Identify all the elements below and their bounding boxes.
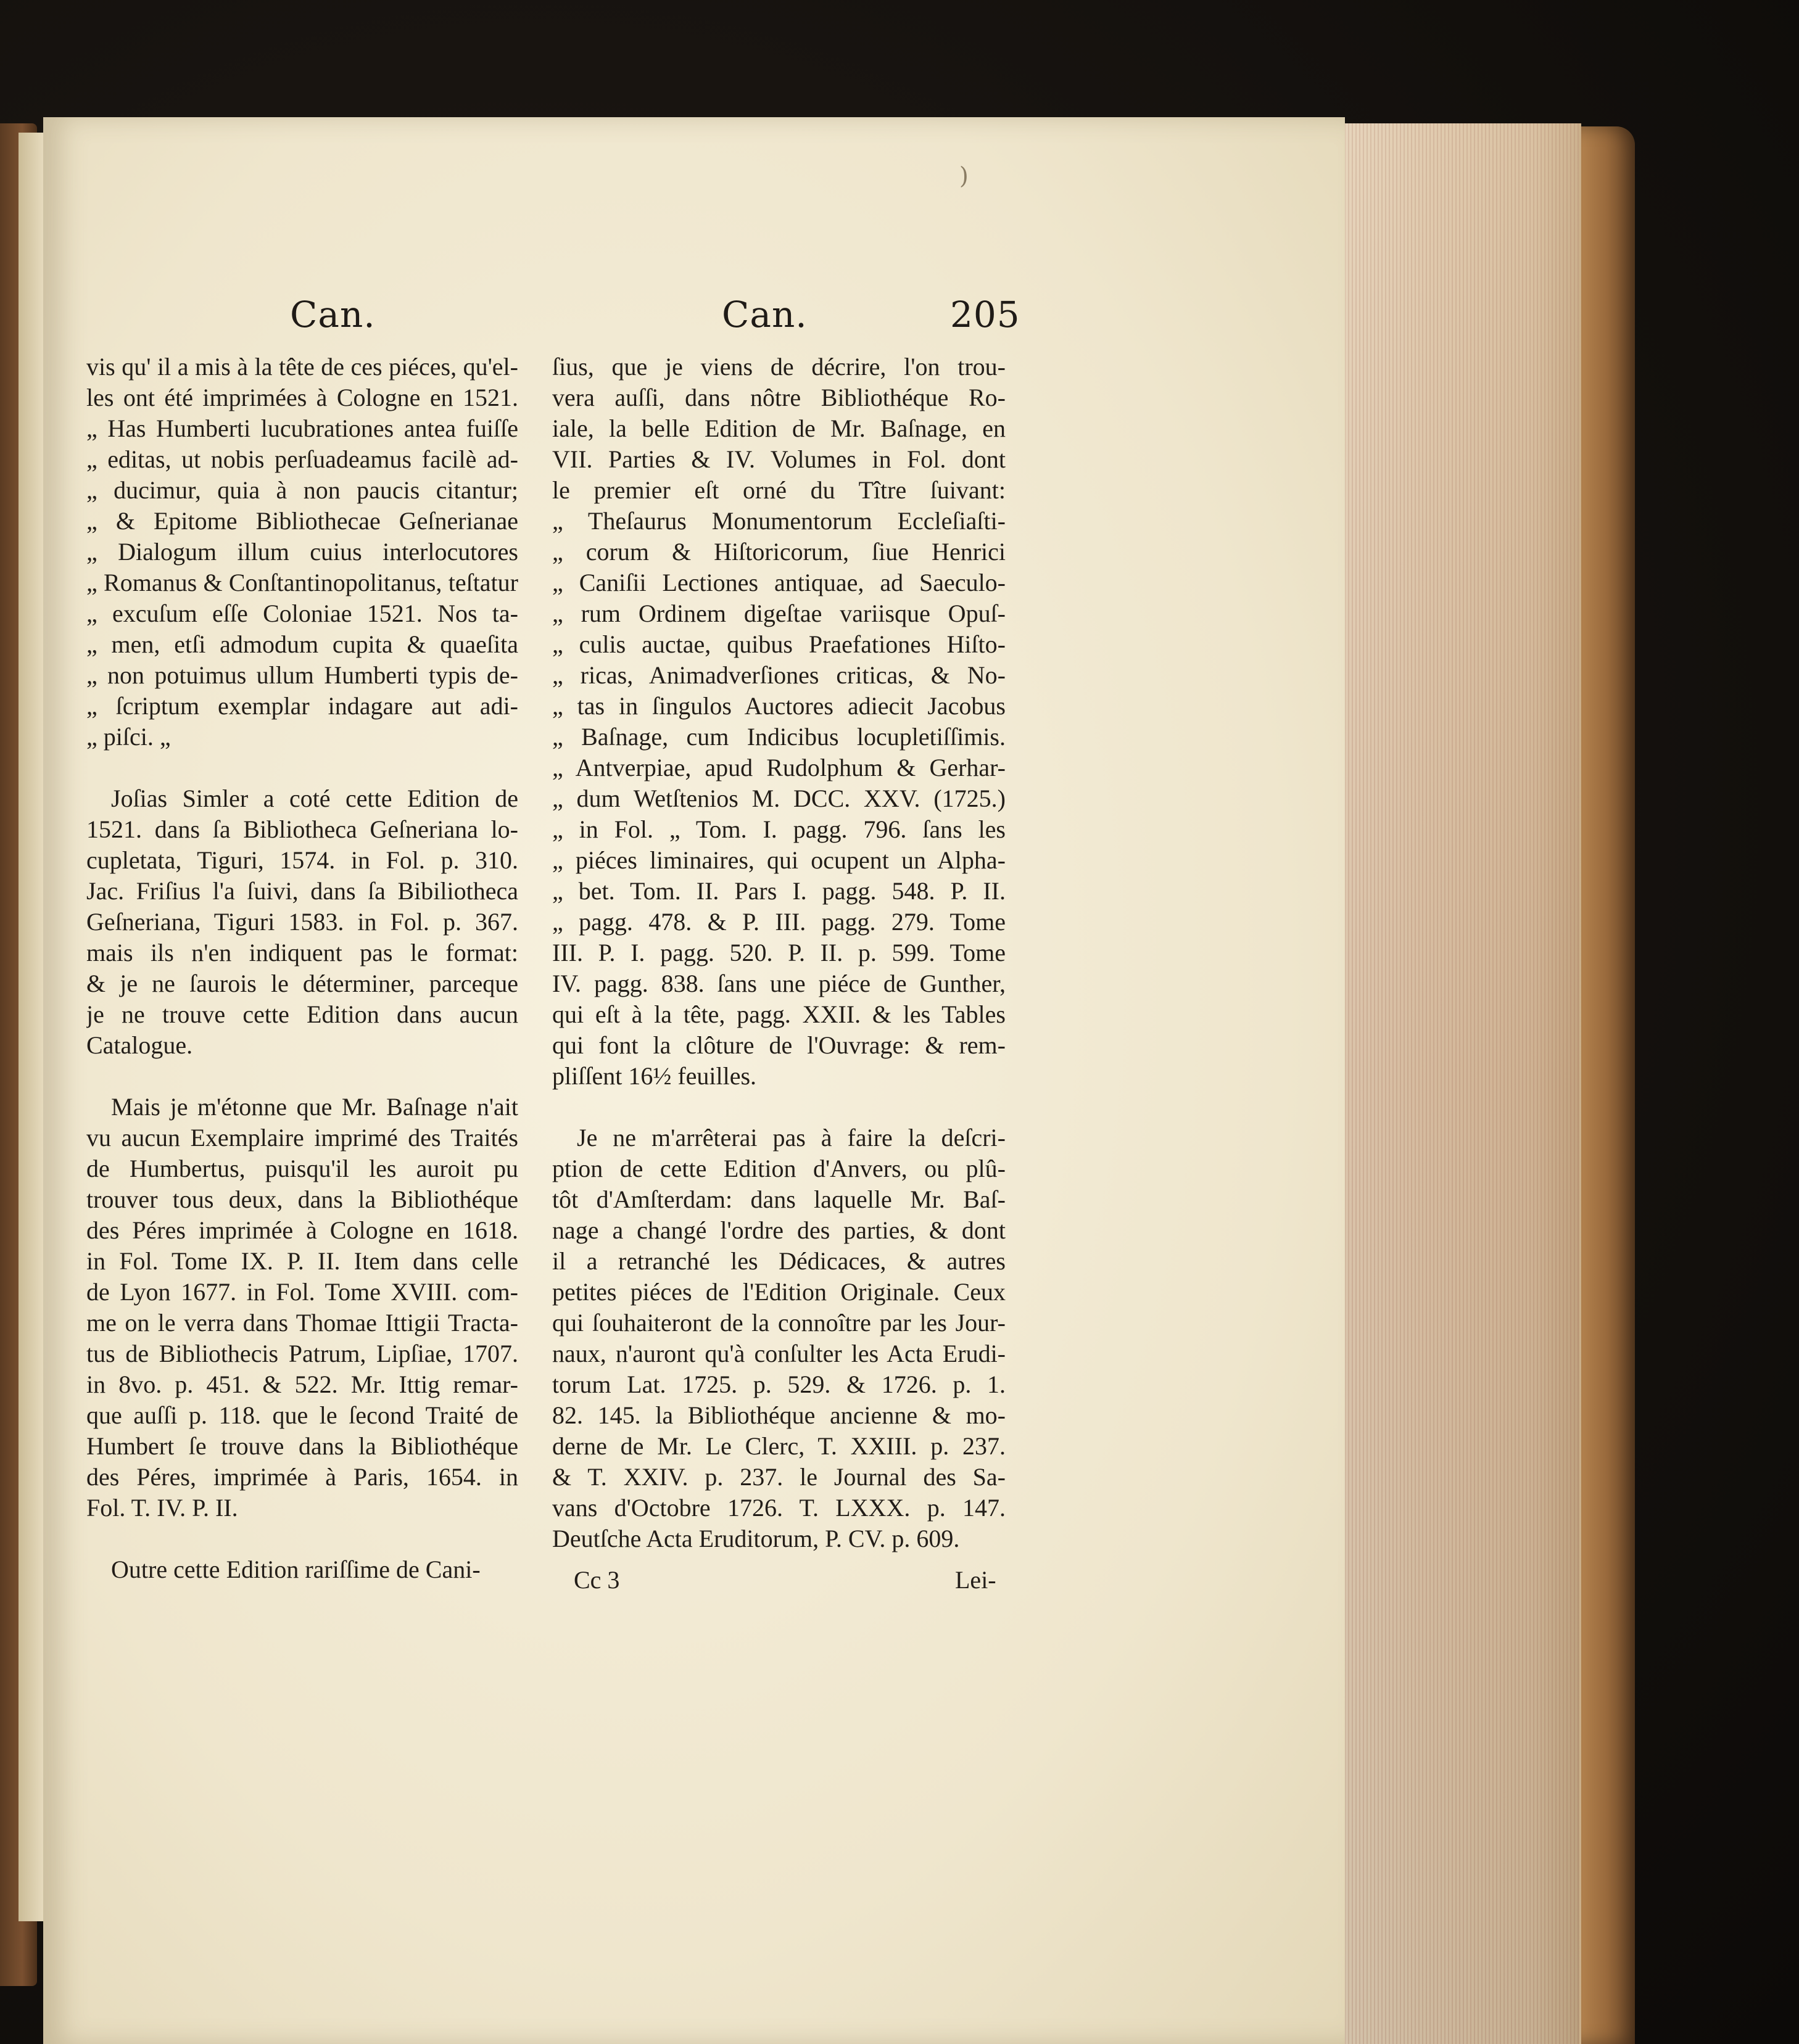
text-line: vu aucun Exemplaire imprimé des Traités [86, 1124, 518, 1152]
text-line: Joſias Simler a coté cette Edition de [111, 785, 518, 812]
text-line: in 8vo. p. 451. & 522. Mr. Ittig remar- [86, 1370, 518, 1398]
text-line: „ ricas, Animadverſiones criticas, & No- [552, 661, 1006, 689]
text-line: & je ne ſaurois le déterminer, parceque [86, 970, 518, 997]
text-line: „ rum Ordinem digeſtae variisque Opuſ- [552, 600, 1006, 627]
text-line: Geſneriana, Tiguri 1583. in Fol. p. 367. [86, 908, 518, 936]
text-line: de Lyon 1677. in Fol. Tome XVIII. com- [86, 1278, 518, 1306]
text-line: naux, n'auront qu'à conſulter les Acta Erudi- [552, 1340, 1006, 1367]
running-head-center: Can. [722, 294, 808, 336]
text-line: „ Romanus & Conſtantinopolitanus, teſtatur [86, 569, 518, 596]
paragraph-gap [86, 752, 518, 783]
text-line: Catalogue. [86, 1031, 193, 1059]
text-line: je ne trouve cette Edition dans aucun [86, 1000, 518, 1028]
text-line: „ bet. Tom. II. Pars I. pagg. 548. P. II. [552, 877, 1006, 905]
text-line: Jac. Friſius l'a ſuivi, dans ſa Bibiliotheca [86, 877, 518, 905]
text-line: „ non potuimus ullum Humberti typis de- [86, 661, 518, 689]
text-line: trouver tous deux, dans la Bibliothéque [86, 1185, 518, 1213]
text-line: de Humbertus, puisqu'il les auroit pu [86, 1155, 518, 1182]
text-line: il a retranché les Dédicaces, & autres [552, 1247, 1006, 1275]
text-line: „ in Fol. „ Tom. I. pagg. 796. ſans les [552, 815, 1006, 843]
facing-page-edge [19, 133, 46, 1921]
ink-mark: ) [959, 162, 969, 189]
text-line: pliſſent 16½ feuilles. [552, 1062, 757, 1090]
text-line: qui eſt à la tête, pagg. XXII. & les Tables [552, 1000, 1006, 1028]
text-line: Fol. T. IV. P. II. [86, 1494, 238, 1522]
text-line: torum Lat. 1725. p. 529. & 1726. p. 1. [552, 1370, 1006, 1398]
text-line: „ & Epitome Bibliothecae Geſnerianae [86, 507, 518, 535]
text-line: Humbert ſe trouve dans la Bibliothéque [86, 1432, 518, 1460]
text-line: mais ils n'en indiquent pas le format: [86, 939, 518, 966]
text-line: „ Caniſii Lectiones antiquae, ad Saeculo- [552, 569, 1006, 596]
text-line: „ piſci. „ [86, 723, 171, 751]
text-line: „ culis auctae, quibus Praefationes Hiſto- [552, 630, 1006, 658]
text-line: qui font la clôture de l'Ouvrage: & rem- [552, 1031, 1006, 1059]
text-line: „ ducimur, quia à non paucis citantur; [86, 476, 518, 504]
text-line: iale, la belle Edition de Mr. Baſnage, en [552, 414, 1006, 442]
paragraph-gap [86, 1523, 518, 1554]
text-line: „ men, etſi admodum cupita & quaeſita [86, 630, 518, 658]
text-line: vis qu' il a mis à la tête de ces piéces, qu'el- [86, 353, 518, 381]
text-line: tôt d'Amſterdam: dans laquelle Mr. Baſ- [552, 1185, 1006, 1213]
text-line: le premier eſt orné du Tître ſuivant: [552, 476, 1006, 504]
right-text-column [552, 352, 1006, 1554]
text-line: des Péres imprimée à Cologne en 1618. [86, 1216, 518, 1244]
text-line: III. P. I. pagg. 520. P. II. p. 599. Tome [552, 939, 1006, 966]
text-line: „ tas in ſingulos Auctores adiecit Jacobus [552, 692, 1006, 720]
text-line: „ Baſnage, cum Indicibus locupletiſſimis. [552, 723, 1006, 751]
text-line: IV. pagg. 838. ſans une piéce de Gunther, [552, 970, 1006, 997]
text-line: „ piéces liminaires, qui ocupent un Alpha- [552, 846, 1006, 874]
text-line: nage a changé l'ordre des parties, & dont [552, 1216, 1006, 1244]
running-head-left: Can. [290, 294, 376, 336]
text-line: „ Antverpiae, apud Rudolphum & Gerhar- [552, 754, 1006, 781]
text-line: „ excuſum eſſe Coloniae 1521. Nos ta- [86, 600, 518, 627]
text-line: „ corum & Hiſtoricorum, ſiue Henrici [552, 538, 1006, 566]
paragraph-gap [552, 1092, 1006, 1123]
text-line: vans d'Octobre 1726. T. LXXX. p. 147. [552, 1494, 1006, 1522]
text-line: „ Has Humberti lucubrationes antea fuiſſe [86, 414, 518, 442]
text-line: ption de cette Edition d'Anvers, ou plû- [552, 1155, 1006, 1182]
text-line: les ont été imprimées à Cologne en 1521. [86, 384, 518, 411]
text-line: Mais je m'étonne que Mr. Baſnage n'ait [111, 1093, 518, 1121]
page-number: 205 [950, 294, 1020, 336]
text-line: que auſſi p. 118. que le ſecond Traité de [86, 1401, 518, 1429]
text-line: VII. Parties & IV. Volumes in Fol. dont [552, 445, 1006, 473]
text-line: vera auſſi, dans nôtre Bibliothéque Ro- [552, 384, 1006, 411]
text-line: me on le verra dans Thomae Ittigii Tracta- [86, 1309, 518, 1337]
text-line: Deutſche Acta Eruditorum, P. CV. p. 609. [552, 1525, 960, 1552]
text-line: tus de Bibliothecis Patrum, Lipſiae, 1707. [86, 1340, 518, 1367]
page-block-shading [1339, 123, 1579, 2044]
text-line: „ ſcriptum exemplar indagare aut adi- [86, 692, 518, 720]
text-line: „ editas, ut nobis perſuadeamus facilè ad- [86, 445, 518, 473]
text-line: 1521. dans ſa Bibliotheca Geſneriana lo- [86, 815, 518, 843]
text-line: des Péres, imprimée à Paris, 1654. in [86, 1463, 518, 1491]
paragraph-gap [86, 1061, 518, 1092]
text-line: & T. XXIV. p. 237. le Journal des Sa- [552, 1463, 1006, 1491]
text-line: „ dum Wetſtenios M. DCC. XXV. (1725.) [552, 785, 1006, 812]
left-text-column [86, 352, 518, 1585]
text-line: petites piéces de l'Edition Originale. Ceux [552, 1278, 1006, 1306]
text-line: „ Theſaurus Monumentorum Eccleſiaſti- [552, 507, 1006, 535]
text-line: Outre cette Edition rariſſime de Cani- [111, 1556, 481, 1583]
text-line: qui ſouhaiteront de la connoître par les Jour- [552, 1309, 1006, 1337]
catchword: Lei- [955, 1566, 996, 1594]
text-line: ſius, que je viens de décrire, l'on trou- [552, 353, 1006, 381]
text-line: cupletata, Tiguri, 1574. in Fol. p. 310. [86, 846, 518, 874]
text-line: Je ne m'arrêterai pas à faire la deſcri- [577, 1124, 1006, 1152]
text-line: „ Dialogum illum cuius interlocutores [86, 538, 518, 566]
text-line: „ pagg. 478. & P. III. pagg. 279. Tome [552, 908, 1006, 936]
text-line: 82. 145. la Bibliothéque ancienne & mo- [552, 1401, 1006, 1429]
signature-mark: Cc 3 [574, 1566, 620, 1594]
text-line: derne de Mr. Le Clerc, T. XXIII. p. 237. [552, 1432, 1006, 1460]
text-line: in Fol. Tome IX. P. II. Item dans celle [86, 1247, 518, 1275]
